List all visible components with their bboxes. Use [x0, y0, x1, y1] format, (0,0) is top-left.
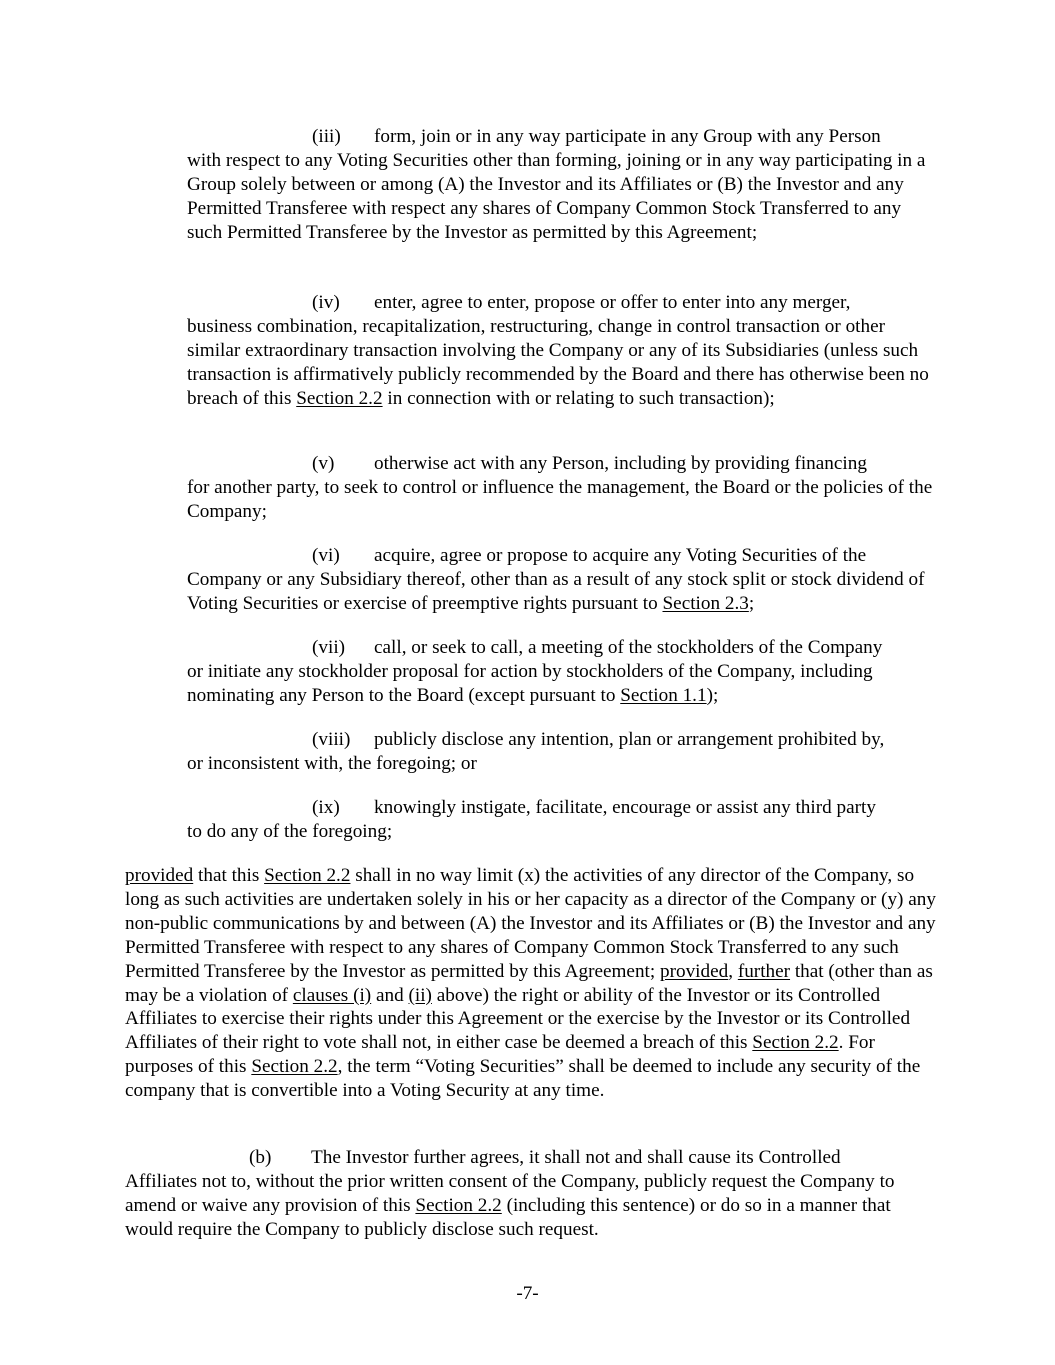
clause-first-line: form, join or in any way participate in any Group with any Person	[374, 126, 881, 147]
clause-reference: (ii)	[408, 984, 432, 1006]
clause-text: or inconsistent with, the foregoing; or	[187, 752, 477, 774]
section-reference: Section 1.1	[620, 684, 707, 706]
paragraph-text: (including this sentence) or do so in a manner that would require the Company to publicly disclose such request.	[125, 1194, 891, 1240]
clause-ix	[187, 796, 937, 844]
proviso-term: provided	[125, 865, 194, 886]
proviso-text: shall in no way limit (x) the activities of any director of the Company, so long as such activities are undertaken solely in his or her capacity as a director of the Company or (y) any non-public communications by and between (A) the Investor and its Affiliates or (B) the Investor and any Permitted Transferee with respect to any shares of Company Common Stock Transferred to any such Permitted Transferee by the Investor as permitted by this Agreement;	[125, 865, 936, 982]
clause-vii	[187, 636, 937, 708]
clause-first-line: publicly disclose any intention, plan or arrangement prohibited by,	[374, 729, 885, 750]
clause-text: with respect to any Voting Securities other than forming, joining or in any way participating in a Group solely between or among (A) the Investor and its Affiliates or (B) the Investor and any Permitted Transferee with respect any shares of Company Common Stock Transferred to any such Permitted Transferee by the Investor as permitted by this Agreement;	[187, 149, 926, 243]
clause-number: (vii)	[312, 637, 346, 658]
clause-number: (viii)	[312, 729, 351, 750]
clause-text: in connection with or relating to such transaction);	[382, 387, 775, 409]
proviso-text: that this	[193, 865, 265, 886]
clause-reference: clauses (i)	[292, 984, 372, 1006]
proviso-text: . For purposes of this	[125, 1032, 875, 1078]
clause-text: );	[706, 684, 719, 706]
clause-text: for another party, to seek to control or influence the management, the Board or the policies of the Company;	[187, 476, 933, 522]
section-reference: Section 2.2	[752, 1032, 839, 1054]
clause-iv	[187, 291, 937, 411]
clause-number: (iv)	[312, 292, 340, 313]
clause-first-line: call, or seek to call, a meeting of the stockholders of the Company	[374, 637, 883, 658]
clause-viii	[187, 728, 937, 776]
clause-text: business combination, recapitalization, restructuring, change in control transaction or other similar extraordinary transaction involving the Company or any of its Subsidiaries (unless such transaction is affirmatively publicly recommended by the Board and there has otherwise been no breach of this	[187, 315, 929, 409]
section-reference: Section 2.2	[415, 1194, 502, 1216]
proviso-text: and	[371, 984, 409, 1006]
section-reference: Section 2.2	[296, 387, 383, 409]
proviso-paragraph	[125, 864, 937, 1103]
clause-first-line: otherwise act with any Person, including by providing financing	[374, 453, 867, 474]
proviso-text: above) the right or ability of the Investor or its Controlled Affiliates to exercise their rights under this Agreement or the exercise by the Investor or its Controlled Affiliates of their right to vote shall not, in either case be deemed a breach of this	[125, 984, 911, 1054]
section-reference: Section 2.3	[662, 592, 749, 614]
clause-vi	[187, 544, 937, 616]
clause-first-line: knowingly instigate, facilitate, encourage or assist any third party	[374, 797, 876, 818]
clause-number: (vi)	[312, 545, 340, 566]
paragraph-b	[125, 1146, 937, 1242]
clause-number: (iii)	[312, 126, 341, 147]
paragraph-first-line: The Investor further agrees, it shall not and shall cause its Controlled	[311, 1147, 841, 1168]
clause-text: to do any of the foregoing;	[187, 820, 393, 842]
proviso-text: , the term “Voting Securities” shall be deemed to include any security of the company that is convertible into a Voting Security at any time.	[125, 1056, 921, 1102]
section-reference: Section 2.2	[264, 865, 351, 886]
section-reference: Section 2.2	[251, 1056, 338, 1078]
clause-first-line: enter, agree to enter, propose or offer to enter into any merger,	[374, 292, 851, 313]
clause-text: ;	[748, 592, 755, 614]
further-term: further	[737, 960, 791, 982]
clause-text: or initiate any stockholder proposal for action by stockholders of the Company, including nominating any Person to the Board (except pursuant to	[187, 660, 873, 706]
page-number: -7-	[516, 1283, 539, 1304]
clause-text: Company or any Subsidiary thereof, other than as a result of any stock split or stock dividend of Voting Securities or exercise of preemptive rights pursuant to	[187, 568, 925, 614]
clause-number: (v)	[312, 453, 335, 474]
clause-v	[187, 452, 937, 524]
paragraph-number: (b)	[249, 1147, 272, 1168]
clause-number: (ix)	[312, 797, 340, 818]
clause-first-line: acquire, agree or propose to acquire any Voting Securities of the	[374, 545, 867, 566]
clause-iii	[187, 125, 937, 245]
proviso-text: ,	[728, 960, 738, 982]
proviso-text: that (other than as may be a violation of	[125, 960, 933, 1006]
proviso-term: provided	[660, 960, 729, 982]
paragraph-text: Affiliates not to, without the prior written consent of the Company, publicly request the Company to amend or waive any provision of this	[125, 1170, 895, 1216]
